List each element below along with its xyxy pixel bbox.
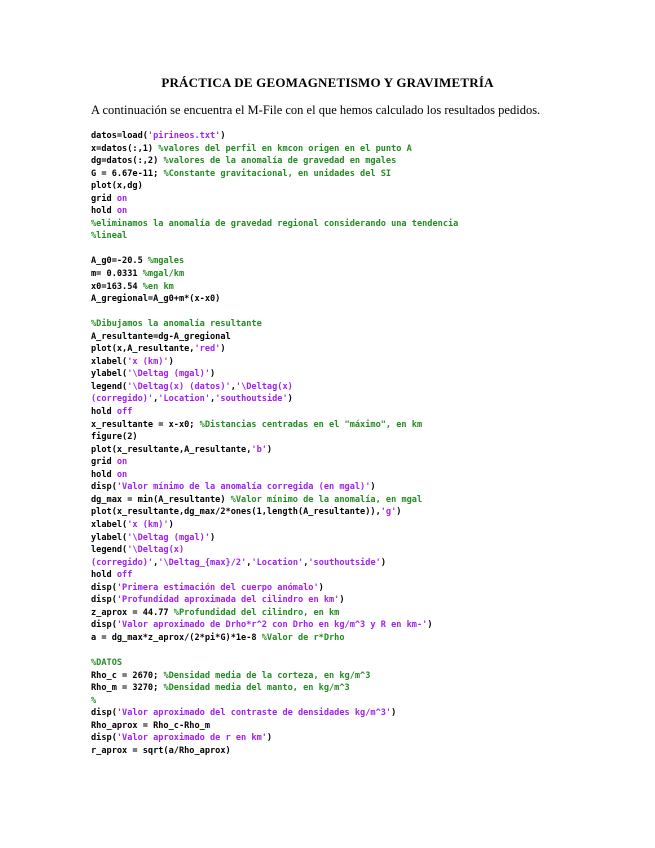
- code-string: 'Profundidad aproximada del cilindro en km': [116, 595, 340, 606]
- code-text: hold: [91, 206, 117, 217]
- code-text: ): [220, 131, 226, 141]
- code-line: [91, 419, 639, 432]
- code-line: [91, 180, 639, 193]
- code-text: legend(: [91, 381, 128, 392]
- code-line: [91, 732, 639, 745]
- code-line: [91, 745, 639, 758]
- code-text: disp(: [91, 708, 117, 719]
- code-comment: %Valor mínimo de la anomalía, en mgal: [230, 494, 423, 505]
- code-text: x0=163.54: [91, 281, 143, 292]
- code-text: ): [210, 369, 216, 380]
- code-line: [91, 143, 639, 156]
- code-text: xlabel(: [91, 356, 128, 367]
- code-text: ): [168, 356, 174, 367]
- code-text: plot(x,A_resultante,: [91, 344, 195, 355]
- code-line: [91, 230, 639, 243]
- code-line: [91, 368, 639, 381]
- code-comment: %mgal/km: [142, 269, 185, 280]
- code-line: [91, 619, 639, 632]
- code-text: hold: [91, 469, 117, 480]
- code-line: [91, 281, 639, 294]
- code-comment: %en km: [142, 281, 174, 292]
- code-text: dg=datos(:,2): [91, 156, 164, 167]
- code-line: [91, 243, 639, 256]
- code-text: ): [427, 620, 433, 631]
- code-text: legend(: [91, 545, 128, 556]
- code-string: 'b': [251, 444, 267, 455]
- code-text: ylabel(: [91, 369, 128, 380]
- code-string: 'x (km)': [127, 356, 169, 367]
- code-text: G = 6.67e-11;: [91, 168, 164, 179]
- code-text: disp(: [91, 482, 117, 493]
- code-string: '\Deltag(x) (datos)': [127, 381, 231, 392]
- code-line: [91, 406, 639, 419]
- code-string: on: [116, 469, 128, 480]
- code-text: datos=load(: [91, 131, 148, 141]
- code-line: [91, 456, 639, 469]
- page-title: PRÁCTICA DE GEOMAGNETISMO Y GRAVIMETRÍA: [161, 75, 494, 90]
- code-listing: [91, 130, 639, 757]
- code-string: 'Valor aproximado de Drho*r^2 con Drho en kg/m^3 y R en km-': [116, 620, 428, 631]
- code-line: [91, 331, 639, 344]
- code-line: [91, 205, 639, 218]
- code-text: A_gregional=A_g0+m*(x-x0): [91, 294, 221, 305]
- code-string: '\Deltag (mgal)': [127, 532, 211, 543]
- code-text: disp(: [91, 620, 117, 631]
- code-text: ): [266, 733, 273, 744]
- code-text: ): [396, 507, 402, 518]
- code-string: (corregido)': [91, 557, 154, 568]
- code-line: [91, 343, 639, 356]
- code-string: 'Location': [251, 557, 304, 568]
- code-string: 'Valor aproximado de r en km': [116, 733, 267, 744]
- code-comment: %Dibujamos la anomalía resultante: [91, 319, 262, 330]
- code-line: [91, 268, 639, 281]
- code-comment: %Densidad media de la corteza, en kg/m^3: [163, 670, 371, 681]
- code-comment: %DATOS: [91, 657, 123, 668]
- code-comment: %valores del perfil en kmcon origen en el punto A: [158, 143, 412, 154]
- code-text: ): [370, 482, 376, 493]
- code-text: ,: [210, 394, 216, 405]
- code-line: [91, 594, 639, 607]
- code-text: hold: [91, 407, 117, 418]
- code-text: disp(: [91, 582, 117, 593]
- code-text: z_aprox = 44.77: [91, 607, 174, 618]
- code-text: dg_max = min(A_resultante): [91, 494, 231, 505]
- code-line: [91, 218, 639, 231]
- code-text: r_aprox = sqrt(a/Rho_aprox): [91, 745, 231, 756]
- code-text: Rho_aprox = Rho_c-Rho_m: [91, 720, 210, 731]
- code-line: [91, 444, 639, 457]
- code-line: [91, 356, 639, 369]
- code-comment: %: [91, 695, 97, 706]
- code-string: 'southoutside': [215, 394, 288, 405]
- code-text: ): [391, 708, 397, 719]
- code-line: [91, 720, 639, 733]
- code-string: 'red': [194, 344, 221, 355]
- code-text: ,: [153, 557, 159, 568]
- code-line: [91, 155, 639, 168]
- code-comment: %eliminamos la anomalía de gravedad regional considerando una tendencia: [91, 218, 459, 229]
- code-text: ): [168, 519, 174, 530]
- code-line: [91, 168, 639, 181]
- code-line: [91, 569, 639, 582]
- code-text: a = dg_max*z_aprox/(2*pi*G)*1e-8: [91, 632, 262, 643]
- code-text: x=datos(:,1): [91, 143, 159, 154]
- code-line: [91, 255, 639, 268]
- code-line: [91, 293, 639, 306]
- code-text: A_g0=-20.5: [91, 256, 148, 267]
- code-string: 'southoutside': [308, 557, 381, 568]
- code-text: x_resultante = x-x0;: [91, 419, 200, 430]
- code-string: '\Deltag_{max}/2': [158, 557, 247, 568]
- code-string: 'Valor aproximado del contraste de densidades kg/m^3': [116, 708, 392, 719]
- code-line: [91, 469, 639, 482]
- code-text: plot(x_resultante,A_resultante,: [91, 444, 252, 455]
- code-text: xlabel(: [91, 519, 128, 530]
- code-line: [91, 582, 639, 595]
- code-string: on: [116, 457, 128, 468]
- code-text: figure(2): [91, 432, 138, 443]
- code-comment: %Densidad media del manto, en kg/m^3: [163, 683, 350, 694]
- code-string: '\Deltag (mgal)': [127, 369, 211, 380]
- code-text: ,: [153, 394, 159, 405]
- code-line: [91, 557, 639, 570]
- code-text: disp(: [91, 595, 117, 606]
- code-comment: %mgales: [147, 256, 185, 267]
- code-text: ylabel(: [91, 532, 128, 543]
- code-string: '\Deltag(x): [127, 545, 185, 556]
- code-text: ): [220, 344, 226, 355]
- code-text: grid: [91, 193, 117, 204]
- code-comment: %Profundidad del cilindro, en km: [173, 607, 340, 618]
- code-text: ): [380, 557, 386, 568]
- code-line: [91, 130, 639, 143]
- code-line: [91, 544, 639, 557]
- code-line: [91, 431, 639, 444]
- code-comment: %Constante gravitacional, en unidades del SI: [163, 168, 392, 179]
- code-line: [91, 707, 639, 720]
- code-line: [91, 682, 639, 695]
- code-comment: %lineal: [91, 231, 128, 242]
- code-line: [91, 695, 639, 708]
- code-text: m= 0.0331: [91, 269, 143, 280]
- code-string: 'x (km)': [127, 519, 169, 530]
- code-text: ,: [303, 557, 309, 568]
- code-text: hold: [91, 570, 117, 581]
- code-line: [91, 494, 639, 507]
- code-line: [91, 506, 639, 519]
- code-string: on: [116, 193, 128, 204]
- code-line: [91, 657, 639, 670]
- code-string: 'g': [380, 507, 397, 518]
- code-text: ,: [246, 557, 252, 568]
- code-string: 'pirineos.txt': [147, 131, 221, 141]
- code-line: [91, 481, 639, 494]
- code-line: [91, 670, 639, 683]
- code-line: [91, 318, 639, 331]
- code-string: (corregido)': [91, 394, 154, 405]
- code-line: [91, 393, 639, 406]
- code-text: disp(: [91, 733, 117, 744]
- code-line: [91, 644, 639, 657]
- code-comment: %valores de la anomalía de gravedad en mgales: [163, 156, 397, 167]
- code-line: [91, 607, 639, 620]
- code-string: 'Primera estimación del cuerpo anómalo': [116, 582, 319, 593]
- code-text: A_resultante=dg-A_gregional: [91, 331, 231, 342]
- code-text: ): [339, 595, 345, 606]
- code-text: Rho_m = 3270;: [91, 683, 164, 694]
- code-text: Rho_c = 2670;: [91, 670, 164, 681]
- code-text: ): [318, 582, 324, 593]
- code-string: 'Valor mínimo de la anomalía corregida (en mgal)': [116, 482, 371, 493]
- code-text: plot(x,dg): [91, 181, 143, 192]
- code-text: ): [287, 394, 293, 405]
- code-line: [91, 632, 639, 645]
- intro-paragraph: A continuación se encuentra el M-File con el que hemos calculado los resultados pedidos.: [91, 103, 541, 117]
- code-line: [91, 519, 639, 532]
- code-comment: %Distancias centradas en el "máximo", en km: [199, 419, 423, 430]
- code-text: ): [266, 444, 273, 455]
- code-line: [91, 306, 639, 319]
- code-string: 'Location': [158, 394, 211, 405]
- code-text: grid: [91, 457, 117, 468]
- code-line: [91, 532, 639, 545]
- code-string: off: [116, 570, 133, 581]
- code-string: off: [116, 407, 133, 418]
- code-line: [91, 381, 639, 394]
- code-comment: %Valor de r*Drho: [261, 632, 345, 643]
- code-text: ,: [230, 381, 236, 392]
- code-text: ): [210, 532, 216, 543]
- code-line: [91, 193, 639, 206]
- code-string: '\Deltag(x): [235, 381, 293, 392]
- code-string: on: [116, 206, 128, 217]
- code-text: plot(x_resultante,dg_max/2*ones(1,length(A_resultante)),: [91, 507, 381, 518]
